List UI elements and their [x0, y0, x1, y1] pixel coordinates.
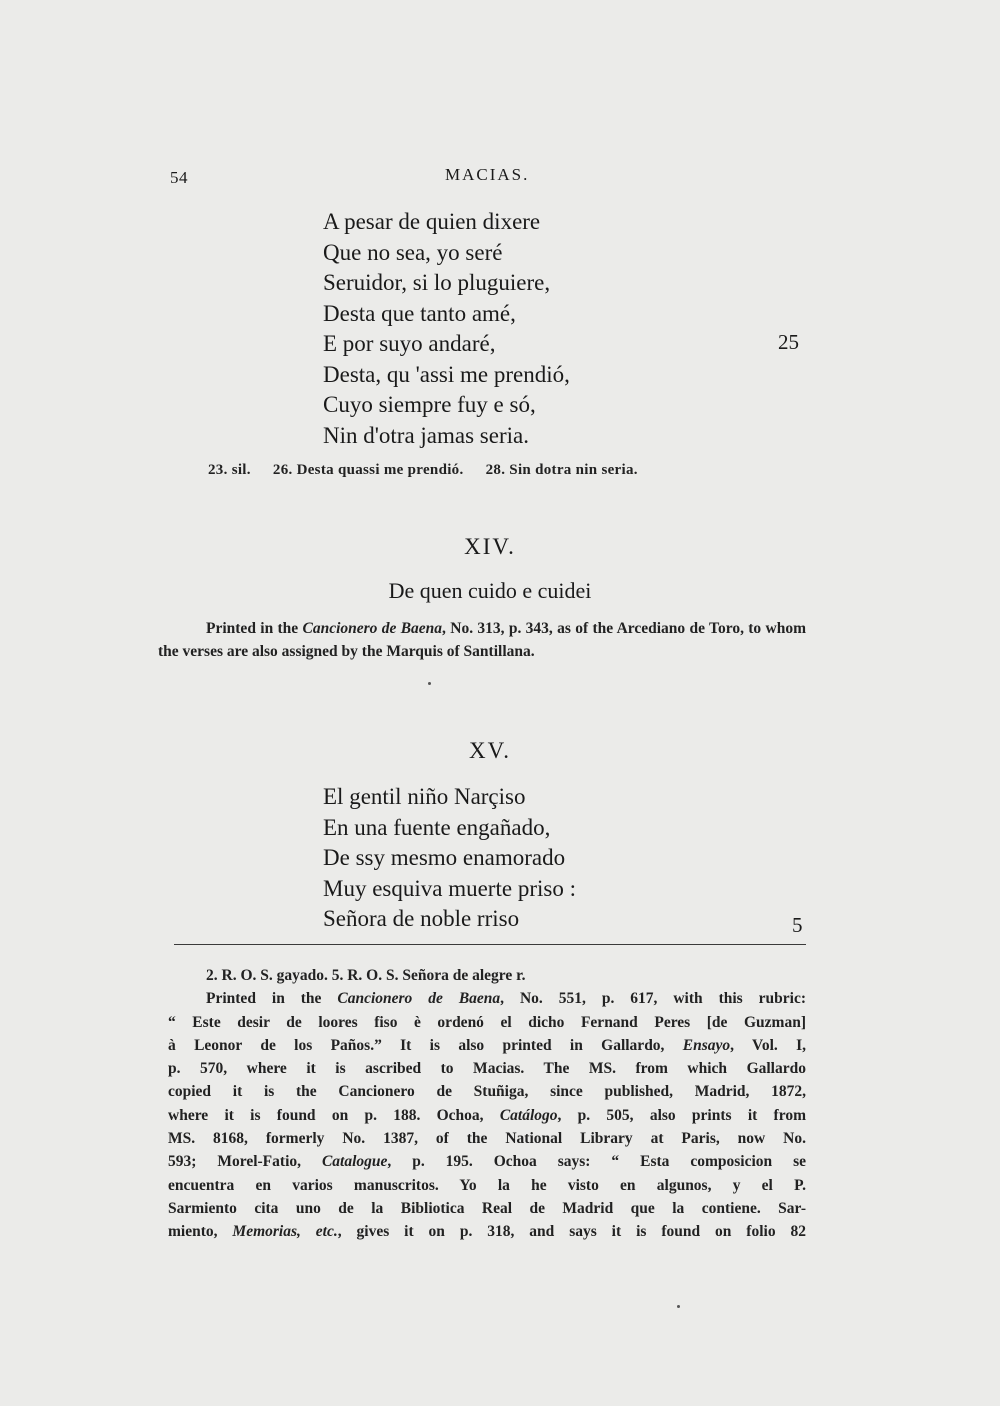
- footnote-line: [168, 1127, 806, 1150]
- variant-readings: [208, 462, 656, 479]
- footnote-rule: [174, 944, 806, 945]
- footnote-line: [168, 1197, 806, 1220]
- poem-line: E por suyo andaré,: [323, 331, 496, 356]
- footnote-text: where it is found on p. 188. Ochoa,: [168, 1106, 500, 1124]
- poem-line: El gentil niño Narçiso: [323, 784, 526, 809]
- running-title: MACIAS.: [445, 165, 530, 184]
- poem-line: Muy esquiva muerte priso :: [323, 875, 576, 901]
- poem-line: Seruidor, si lo pluguiere,: [323, 270, 551, 295]
- section-xiv-note: [158, 617, 806, 663]
- footnote-text: 593; Morel-Fatio,: [168, 1153, 322, 1171]
- footnote-title: Ensayo: [682, 1036, 731, 1054]
- footnote-text: miento,: [168, 1223, 233, 1241]
- running-head: [0, 160, 1000, 190]
- poem-line: De ssy mesmo enamorado: [323, 845, 566, 870]
- footnote-line: [168, 1220, 806, 1243]
- poem-line: Que no sea, yo seré: [323, 239, 503, 265]
- footnote-text: à Leonor de los Paños.” It is also printed in Gallardo,: [168, 1036, 683, 1054]
- variant-reading: 26. Desta quassi me prendió.: [272, 462, 464, 478]
- footnote-title: Memorias, etc.: [232, 1223, 338, 1241]
- footnotes: [168, 964, 806, 1244]
- footnote-title: Cancionero de Baena: [337, 990, 501, 1008]
- poem-line: Nin d'otra jamas seria.: [323, 422, 529, 448]
- poem-xv-stanza: [323, 782, 823, 935]
- footnote-text: Sarmiento cita uno de la Bibliotica Real de Madrid que la contiene. Sar-: [168, 1199, 806, 1217]
- footnote-line: [168, 1057, 806, 1080]
- footnote-line: [168, 987, 806, 1010]
- line-number: 25: [778, 330, 799, 354]
- footnote-text: encuentra en varios manuscritos. Yo la he visto en algunos, y el P.: [168, 1176, 806, 1194]
- poem-line: Desta que tanto amé,: [323, 300, 516, 326]
- footnote-line: [168, 1011, 806, 1034]
- footnote-title: Catálogo: [499, 1106, 558, 1124]
- footnote-text: , p. 505, also prints it from: [557, 1106, 806, 1124]
- poem-line: Desta, qu 'assi me prendió,: [323, 361, 570, 387]
- footnote-line: [168, 1174, 806, 1197]
- note-title: Cancionero de Baena: [302, 620, 443, 637]
- footnote-line: [168, 1080, 806, 1103]
- variant-reading: 23. sil.: [208, 462, 251, 478]
- footnote-text: , gives it on p. 318, and says it is found on folio 82: [337, 1223, 806, 1241]
- note-text: , No. 313, p. 343, as of the Arcediano de Toro, to whom the verses are also assigned by the Marquis of Santillana.: [158, 620, 806, 660]
- footnote-text: , Vol. I,: [730, 1036, 806, 1054]
- footnote-line: [168, 1034, 806, 1057]
- section-numeral-xv: XV.: [468, 738, 511, 763]
- note-text: Printed in the: [206, 620, 303, 637]
- paper-speck: [677, 1305, 680, 1308]
- section-xiv-first-line: De quen cuido e cuidei: [388, 578, 592, 603]
- footnote-text: “ Este desir de loores fiso è ordenó el dicho Fernand Peres [de Guzman]: [168, 1013, 806, 1031]
- footnote-line: [168, 1104, 806, 1127]
- footnote-text: MS. 8168, formerly No. 1387, of the National Library at Paris, now No.: [168, 1130, 806, 1148]
- footnote-variants: 2. R. O. S. gayado. 5. R. O. S. Señora de alegre r.: [206, 967, 526, 984]
- footnote-title: Catalogue: [321, 1153, 388, 1171]
- footnote-text: Printed in the: [206, 990, 338, 1008]
- page-number: 54: [170, 168, 188, 187]
- poem-line: En una fuente engañado,: [323, 814, 551, 840]
- footnote-text: , p. 195. Ochoa says: “ Esta composicion se: [387, 1153, 806, 1171]
- section-numeral-xiv: XIV.: [464, 534, 516, 559]
- poem-line: Cuyo siempre fuy e só,: [323, 392, 536, 417]
- poem-xiii-stanza: [323, 207, 823, 451]
- footnote-text: , No. 551, p. 617, with this rubric:: [500, 990, 806, 1008]
- paper-speck: [428, 682, 431, 685]
- footnote-text: p. 570, where it is ascribed to Macias. The MS. from which Gallardo: [168, 1060, 806, 1078]
- variant-reading: 28. Sin dotra nin seria.: [485, 462, 638, 478]
- footnote-line: [168, 1150, 806, 1173]
- poem-line: Señora de noble rriso: [323, 906, 520, 931]
- poem-line: A pesar de quien dixere: [323, 209, 541, 234]
- line-number: 5: [792, 913, 803, 937]
- footnote-text: copied it is the Cancionero de Stuñiga, since published, Madrid, 1872,: [168, 1083, 806, 1101]
